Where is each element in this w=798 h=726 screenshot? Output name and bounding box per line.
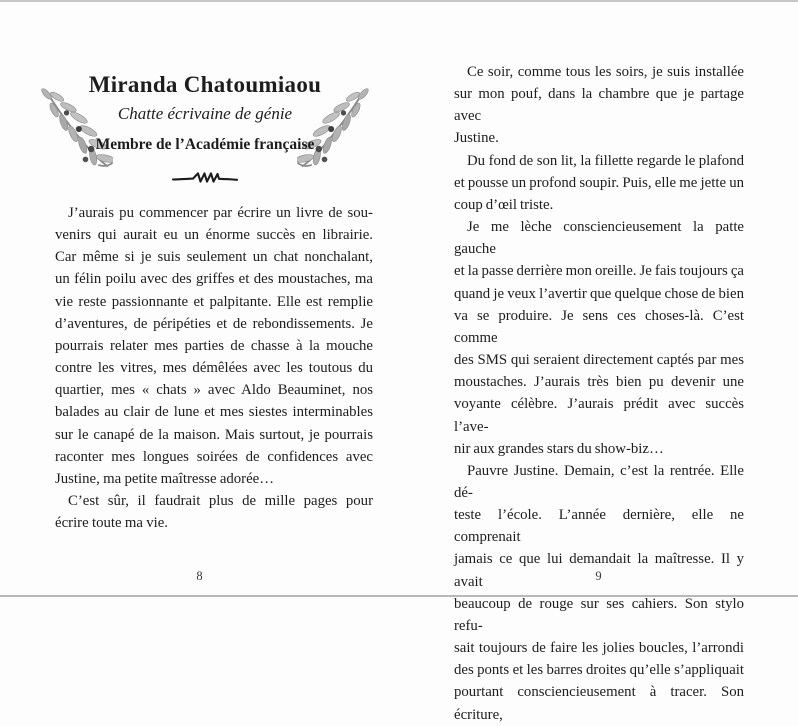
text-line: jamais ce que lui demandait la maîtresse. Il y avait bbox=[454, 551, 744, 590]
left-page bbox=[55, 0, 373, 601]
text-line: Justine, ma petite maîtresse adorée… bbox=[55, 470, 275, 487]
text-line: des ponts et les barres droites qu’elle s’appliquait bbox=[454, 662, 744, 679]
text-line: pourtant consciencieusement à tracer. Son écriture, bbox=[454, 684, 744, 723]
text-line: sur mon pouf, dans la chambre que je partage avec bbox=[454, 86, 744, 125]
text-line: quand je veux l’avertir que quelque chose de bien bbox=[454, 285, 744, 302]
text-line: contre les vitres, mes démêlées avec les toutous du bbox=[55, 360, 373, 377]
text-line: sur le canapé de la maison. Mais surtout, je pourrais bbox=[55, 426, 373, 443]
author-affiliation: Membre de l’Académie française bbox=[95, 136, 315, 153]
text-line: balades au clair de lune et mes siestes interminables bbox=[55, 404, 373, 421]
text-line: des SMS qui seraient directement captés par mes bbox=[454, 352, 744, 369]
text-line: Car même si je suis seulement un chat nonchalant, bbox=[55, 249, 373, 266]
text-line: teste l’école. L’année dernière, elle ne comprenait bbox=[454, 507, 744, 546]
text-line: quartier, mes « chats » avec Aldo Beauminet, nos bbox=[55, 382, 373, 399]
text-line: un félin poilu avec des griffes et des moustaches, ma bbox=[55, 271, 373, 288]
text-line: coup d’œil triste. bbox=[454, 196, 554, 213]
right-page bbox=[454, 0, 744, 723]
right-page-text bbox=[454, 61, 744, 726]
text-line: écrire toute ma vie. bbox=[55, 515, 169, 532]
page-number-left: 8 bbox=[196, 569, 203, 583]
chapter-header bbox=[37, 0, 373, 200]
page-number-right: 9 bbox=[595, 569, 602, 583]
text-line: Je me lèche consciencieusement la patte gauche bbox=[454, 219, 744, 258]
text-line: voyante célèbre. J’aurais prédit avec succès l’ave- bbox=[454, 396, 744, 435]
text-line: et la passe derrière mon oreille. Je fais toujours ça bbox=[454, 263, 744, 280]
text-line: beaucoup de rouge sur ses cahiers. Son stylo refu- bbox=[454, 595, 744, 634]
text-line: vie reste passionnante et palpitante. Elle est remplie bbox=[55, 293, 373, 310]
text-line: venirs qui aurait eu un énorme succès en librairie. bbox=[55, 227, 373, 244]
text-line: d’aventures, de péripéties et de rebondissements. Je bbox=[55, 315, 373, 332]
text-line: Justine. bbox=[454, 130, 499, 147]
text-line: va se produire. Je sens ces choses-là. C’est comme bbox=[454, 307, 744, 346]
text-line: raconter mes longues soirées de confidences avec bbox=[55, 448, 373, 465]
olive-branch-icon bbox=[39, 84, 113, 176]
text-line: pourrais relater mes parties de chasse à la mouche bbox=[55, 337, 373, 354]
book-subtitle: Chatte écrivaine de génie bbox=[117, 104, 293, 123]
text-line: moustaches. J’aurais très bien pu devenir une bbox=[454, 374, 744, 391]
text-line: et pousse un profond soupir. Puis, elle me jette un bbox=[454, 174, 744, 191]
olive-branch-icon bbox=[297, 84, 371, 176]
text-line: Ce soir, comme tous les soirs, je suis installée bbox=[467, 64, 744, 80]
text-line: C’est sûr, il faudrait plus de mille pages pour bbox=[68, 493, 373, 510]
text-line: J’aurais pu commencer par écrire un livre de sou- bbox=[68, 205, 373, 221]
squiggle-divider-icon bbox=[172, 171, 238, 185]
text-line: Du fond de son lit, la fillette regarde le plafond bbox=[467, 152, 744, 169]
text-line: Pauvre Justine. Demain, c’est la rentrée. Elle dé- bbox=[454, 462, 744, 501]
text-line: sait toujours de faire les jolies boucles, l’arrondi bbox=[454, 640, 744, 657]
text-line: nir aux grandes stars du show-biz… bbox=[454, 440, 664, 457]
left-page-text bbox=[55, 202, 373, 534]
book-title: Miranda Chatoumiaou bbox=[88, 72, 322, 97]
